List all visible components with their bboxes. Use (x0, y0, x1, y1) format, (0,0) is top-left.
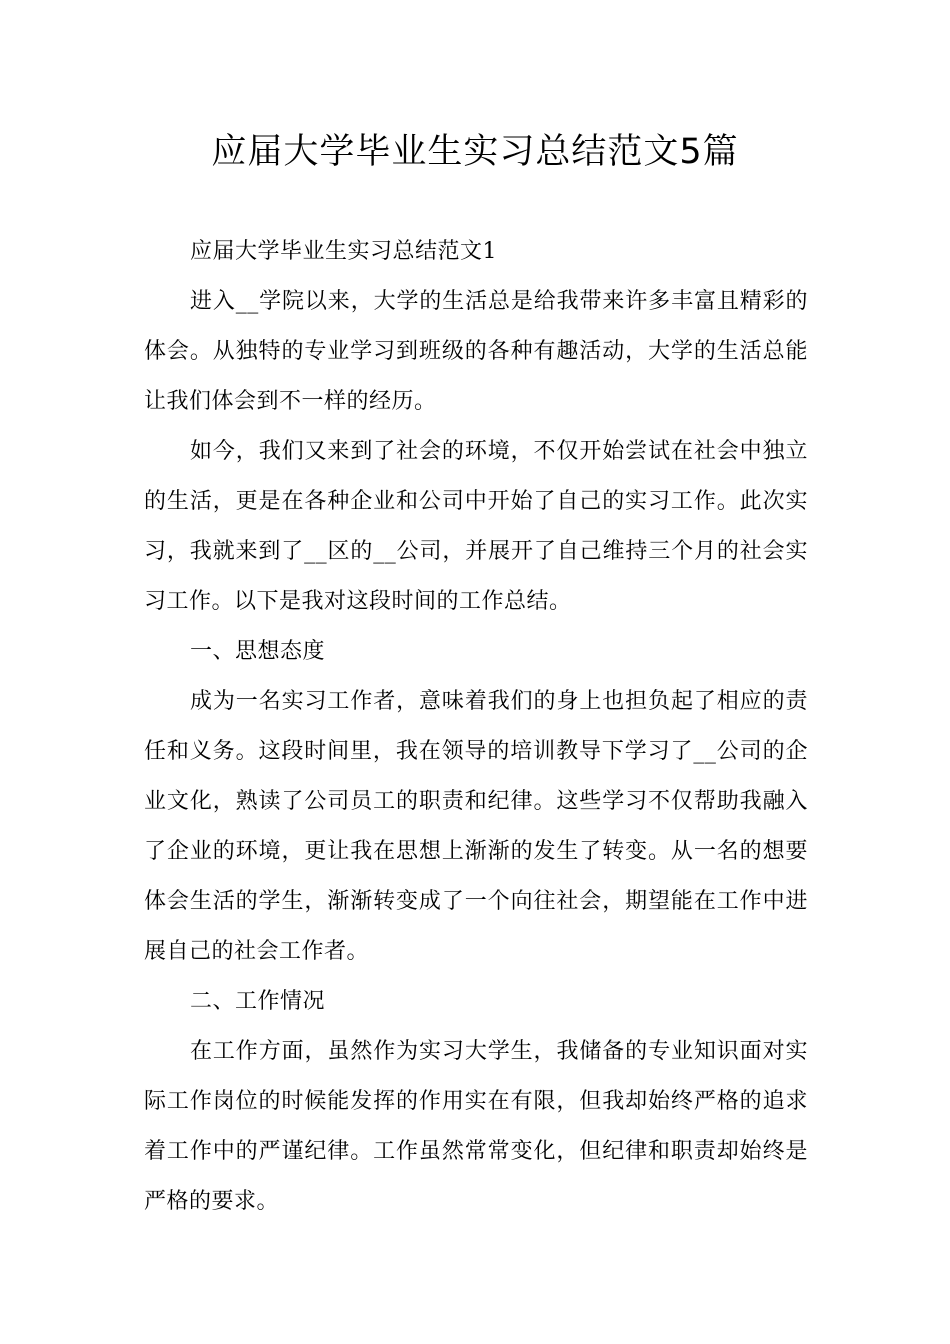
paragraph-1: 进入__学院以来，大学的生活总是给我带来许多丰富且精彩的体会。从独特的专业学习到班级的各种有趣活动，大学的生活总能让我们体会到不一样的经历。 (144, 289, 808, 414)
heading-work: 二、工作情况 (190, 989, 326, 1014)
document-title: 应届大学毕业生实习总结范文5篇 (211, 132, 739, 172)
paragraph-2: 如今，我们又来到了社会的环境，不仅开始尝试在社会中独立的生活，更是在各种企业和公司中开始了自己的实习工作。此次实习，我就来到了__区的__公司，并展开了自己维持三个月的社会实习工作。以下是我对这段时间的工作总结。 (144, 439, 808, 614)
section-subtitle: 应届大学毕业生实习总结范文1 (190, 239, 497, 264)
paragraph-4: 在工作方面，虽然作为实习大学生，我储备的专业知识面对实际工作岗位的时候能发挥的作用实在有限，但我却始终严格的追求着工作中的严谨纪律。工作虽然常常变化，但纪律和职责却始终是严格的要求。 (144, 1039, 808, 1214)
paragraph-3: 成为一名实习工作者，意味着我们的身上也担负起了相应的责任和义务。这段时间里，我在领导的培训教导下学习了__公司的企业文化，熟读了公司员工的职责和纪律。这些学习不仅帮助我融入了企业的环境，更让我在思想上渐渐的发生了转变。从一名的想要体会生活的学生，渐渐转变成了一个向往社会，期望能在工作中进展自己的社会工作者。 (144, 689, 808, 964)
document-body (144, 227, 808, 1227)
heading-attitude: 一、思想态度 (190, 639, 326, 664)
